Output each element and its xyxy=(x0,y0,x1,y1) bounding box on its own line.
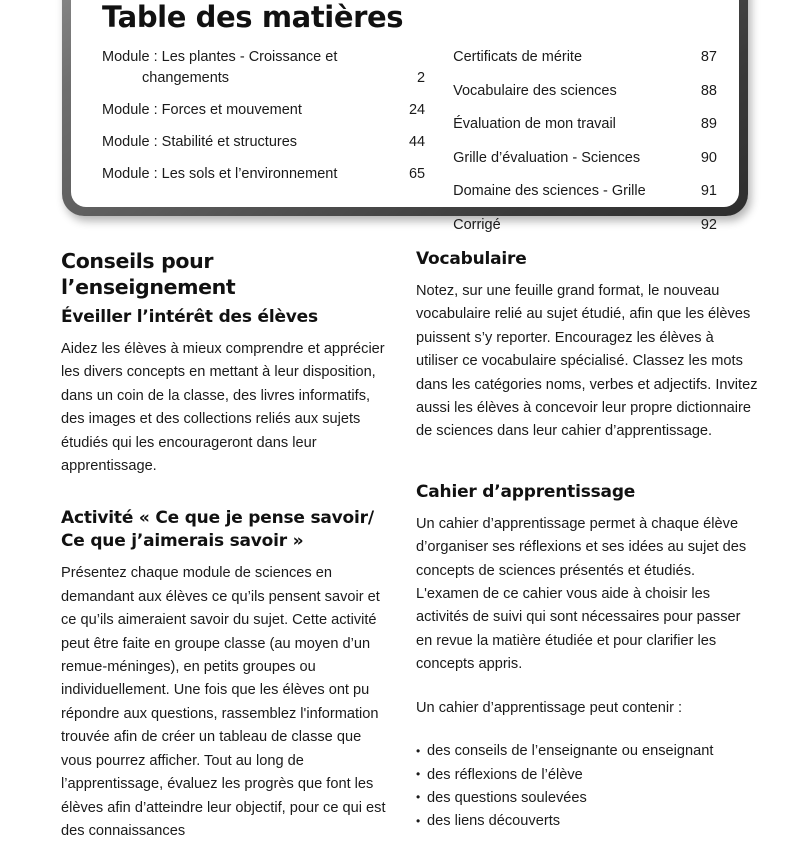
toc-entry-label: Module : Les sols et l’environnement xyxy=(102,166,338,182)
toc-entry-page: 2 xyxy=(417,70,426,86)
section-title-conseils: Conseils pour l’enseignement xyxy=(61,249,236,299)
list-item: • des liens découverts xyxy=(416,810,758,833)
toc-columns xyxy=(71,47,739,248)
toc-column-left xyxy=(71,47,433,248)
toc-entry[interactable] xyxy=(453,47,717,68)
toc-entry[interactable] xyxy=(453,81,717,102)
bullet-list-cahier-contents xyxy=(416,740,758,834)
toc-entry[interactable] xyxy=(102,132,425,153)
toc-entry-page: 44 xyxy=(408,134,426,150)
paragraph-cahier: Un cahier d’apprentissage permet à chaque élève d’organiser ses réflexions et ses idées au sujet des concepts de sciences présentés et étudiés. L'examen de ce cahier vous aide à choisir les activités de suivi qui sont nécessaires pour passer en revue la matière étudiée et pour clarifier les concepts appris. xyxy=(416,515,747,673)
paragraph-list-intro: Un cahier d’apprentissage peut contenir : xyxy=(416,699,683,716)
toc-entry-label: Grille d’évaluation - Sciences xyxy=(453,149,641,166)
article-column-left xyxy=(0,248,400,843)
toc-inner-surface xyxy=(71,0,739,233)
toc-entry-page: 91 xyxy=(700,183,717,199)
toc-entry[interactable] xyxy=(453,181,717,202)
spacer xyxy=(416,464,758,481)
subsection-title-vocabulaire: Vocabulaire xyxy=(416,249,527,269)
toc-entry-label: Vocabulaire des sciences xyxy=(453,82,617,99)
toc-entry-label: Module : Forces et mouvement xyxy=(102,102,302,118)
toc-entry-continuation: changements xyxy=(142,70,230,86)
toc-entry-label: Domaine des sciences - Grille xyxy=(453,183,646,199)
list-item: • des réflexions de l’élève xyxy=(416,764,758,787)
toc-entry-label: Module : Les plantes - Croissance et changements xyxy=(102,47,397,89)
toc-entry[interactable] xyxy=(453,148,717,169)
subsection-title-cahier: Cahier d’apprentissage xyxy=(416,481,636,502)
toc-rounded-frame xyxy=(62,0,748,233)
toc-entry[interactable] xyxy=(453,215,717,236)
list-item: • des conseils de l’enseignante ou enseignant xyxy=(416,740,758,763)
subsection-title-eveiller: Éveiller l’intérêt des élèves xyxy=(61,307,318,327)
paragraph-eveiller: Aidez les élèves à mieux comprendre et apprécier les divers concepts en mettant à leur disposition, dans un coin de la classe, des livres informatifs, des images et des collections reliés aux sujets étudiés qui les encourageront dans leur apprentissage. xyxy=(61,341,385,475)
article-column-right xyxy=(400,248,800,843)
toc-entry[interactable] xyxy=(102,164,425,185)
toc-entry-page: 92 xyxy=(700,216,717,233)
toc-column-right xyxy=(433,47,739,248)
toc-entry-page: 24 xyxy=(408,102,426,118)
list-item: • des questions soulevées xyxy=(416,787,758,810)
toc-entry-page: 87 xyxy=(700,49,717,65)
toc-entry[interactable] xyxy=(102,100,425,121)
toc-entry-label: Corrigé xyxy=(453,216,501,233)
toc-entry[interactable] xyxy=(102,47,425,89)
toc-entry[interactable] xyxy=(453,114,717,135)
toc-entry-page: 90 xyxy=(700,149,717,166)
toc-entry-label: Évaluation de mon travail xyxy=(453,116,616,132)
toc-entry-label: Certificats de mérite xyxy=(453,49,583,65)
table-of-contents-panel xyxy=(62,0,748,233)
spacer xyxy=(61,498,388,507)
article-body xyxy=(0,248,800,843)
toc-entry-label: Module : Stabilité et structures xyxy=(102,134,298,150)
toc-entry-page: 88 xyxy=(700,82,717,99)
toc-entry-page: 89 xyxy=(700,116,717,132)
subsection-title-activite: Activité « Ce que je pense savoir/ Ce que j’aimerais savoir » xyxy=(61,508,374,552)
toc-title: Table des matières xyxy=(102,0,404,34)
toc-entry-page: 65 xyxy=(408,166,426,182)
paragraph-vocabulaire: Notez, sur une feuille grand format, le nouveau vocabulaire relié au sujet étudié, afin que les élèves puissent s’y reporter. Encouragez les élèves à utiliser ce vocabulaire spécialisé. Classez les mots dans les catégories noms, verbes et adjectifs. Invitez aussi les élèves à concevoir leur propre dictionnaire de sciences dans leur cahier d’apprentissage. xyxy=(416,283,758,440)
paragraph-activite: Présentez chaque module de sciences en demandant aux élèves ce qu’ils pensent savoir et ce qu’ils aimeraient savoir du sujet. Cette activité peut être faite en groupe classe (au moyen d’un remue-méninges), en petits groupes ou individuellement. Une fois que les élèves ont pu répondre aux questions, rassemblez l'information trouvée afin de créer un tableau de classe que vous pourrez afficher. Tout au long de l’apprentissage, évaluez les progrès que font les élèves afin d’atteindre leur objectif, pour ce qui est des connaissances xyxy=(61,565,386,839)
